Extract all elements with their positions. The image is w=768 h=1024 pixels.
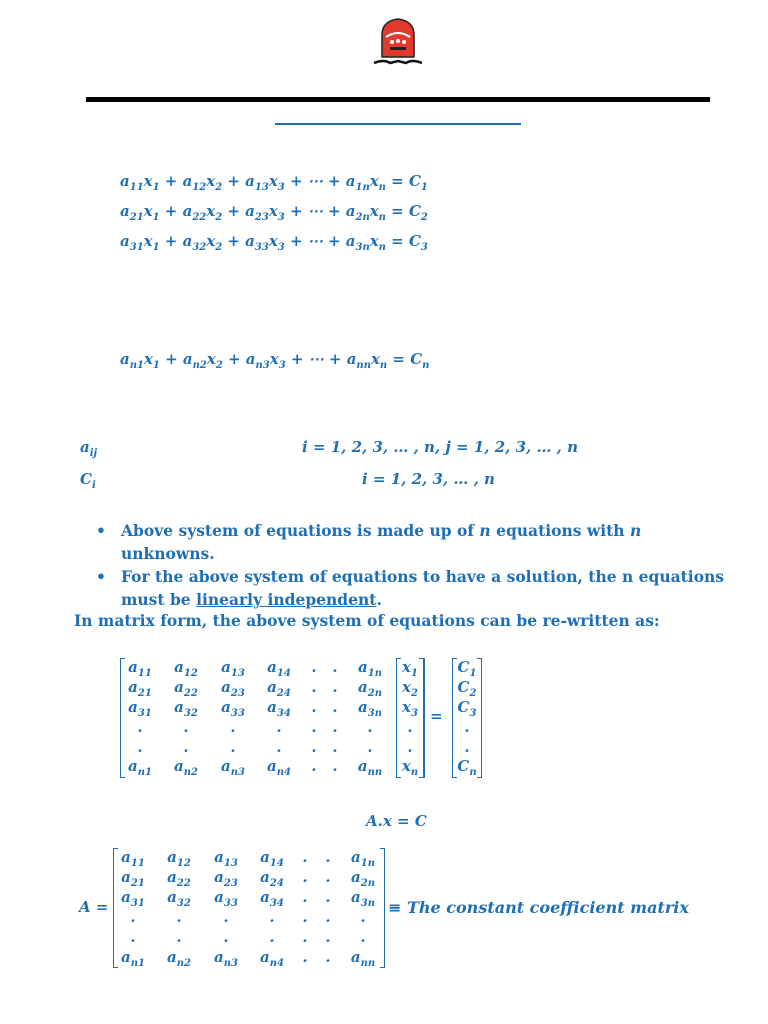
matrix-cell: $C_3$ <box>457 698 477 719</box>
matrix-cell: $a_{33}$ <box>221 698 245 719</box>
matrix-cell: . <box>325 868 331 886</box>
ci-symbol: $C_i$ <box>80 470 96 491</box>
matrix-cell: . <box>137 718 143 736</box>
matrix-cell: $a_{n4}$ <box>260 948 284 969</box>
coefficient-matrix-definition <box>113 848 385 969</box>
matrix-cell: . <box>302 908 308 926</box>
matrix-cell: . <box>464 718 470 736</box>
matrix-cell: . <box>332 738 338 756</box>
matrix-cell: . <box>407 718 413 736</box>
matrix-cell: . <box>367 738 373 756</box>
bullet-list <box>96 519 726 611</box>
left-bracket <box>120 658 125 778</box>
matrix-cell: $C_n$ <box>457 757 477 778</box>
ci-range: i = 1, 2, 3, … , n <box>362 470 495 488</box>
matrix-cell: . <box>130 908 136 926</box>
matrix-cell: $x_3$ <box>402 698 418 719</box>
right-bracket <box>477 658 482 778</box>
matrix-cell: $a_{n1}$ <box>128 757 152 778</box>
matrix-cell: . <box>311 718 317 736</box>
matrix-cell: $a_{32}$ <box>167 888 191 909</box>
matrix-cell: . <box>269 908 275 926</box>
equation-row: $a_{31}x_1 + a_{32}x_2 + a_{33}x_3$ + ⋯ + $a_{3n}x_n = C_3$ <box>120 232 428 253</box>
title-underline <box>275 123 521 125</box>
matrix-cell: $a_{1n}$ <box>351 848 375 869</box>
matrix-cell: . <box>325 908 331 926</box>
matrix-cell: $a_{31}$ <box>121 888 145 909</box>
matrix-cell: $a_{nn}$ <box>350 948 376 969</box>
matrix-cell: . <box>302 868 308 886</box>
matrix-cell: . <box>223 908 229 926</box>
matrix-cell: $a_{24}$ <box>260 868 284 889</box>
matrix-cell: $a_{2n}$ <box>351 868 375 889</box>
matrix-cell: $a_{34}$ <box>260 888 284 909</box>
matrix-cell: $a_{33}$ <box>214 888 238 909</box>
matrix-cell: $C_2$ <box>457 678 477 699</box>
bullet-item: • Above system of equations is made up of n equations with n unknowns. <box>96 519 726 565</box>
left-bracket <box>113 848 118 968</box>
matrix-cell: $a_{23}$ <box>221 678 245 699</box>
matrix-cell: $a_{12}$ <box>174 658 198 679</box>
matrix-cell: $x_n$ <box>401 757 419 778</box>
matrix-cell: . <box>130 928 136 946</box>
matrix-cell: $a_{11}$ <box>121 848 145 869</box>
aij-symbol: $a_{ij}$ <box>80 438 98 459</box>
matrix-cell: . <box>325 928 331 946</box>
matrix-cell: . <box>360 908 366 926</box>
matrix-cell: $a_{n4}$ <box>267 757 291 778</box>
matrix-cell: . <box>332 658 338 676</box>
matrix-cell: . <box>407 738 413 756</box>
unknowns-vector <box>396 658 424 776</box>
linearly-independent-link[interactable]: linearly independent <box>196 590 377 609</box>
matrix-cell: . <box>302 888 308 906</box>
matrix-cell: $a_{13}$ <box>221 658 245 679</box>
matrix-cell: . <box>276 718 282 736</box>
matrix-cell: . <box>223 928 229 946</box>
matrix-description: ≡ The constant coefficient matrix <box>388 898 689 917</box>
matrix-cell: . <box>332 718 338 736</box>
matrix-cell: $a_{n2}$ <box>167 948 191 969</box>
coefficient-matrix <box>120 658 425 776</box>
A-label: A = <box>79 898 109 916</box>
matrix-cell: $a_{13}$ <box>214 848 238 869</box>
matrix-cell: $a_{12}$ <box>167 848 191 869</box>
constants-vector <box>452 658 482 776</box>
matrix-cell: . <box>302 928 308 946</box>
matrix-cell: . <box>311 658 317 676</box>
matrix-cell: . <box>230 738 236 756</box>
matrix-cell: . <box>183 738 189 756</box>
header-divider <box>86 97 710 102</box>
matrix-cell: . <box>302 848 308 866</box>
matrix-cell: . <box>311 738 317 756</box>
matrix-cell: . <box>332 698 338 716</box>
right-bracket <box>419 658 424 778</box>
matrix-cell: . <box>183 718 189 736</box>
matrix-cell: $x_1$ <box>402 658 418 679</box>
matrix-cell: . <box>137 738 143 756</box>
matrix-cell: . <box>230 718 236 736</box>
matrix-cell: . <box>367 718 373 736</box>
matrix-cell: $a_{n1}$ <box>121 948 145 969</box>
matrix-cell: $a_{nn}$ <box>357 757 383 778</box>
matrix-cell: $a_{11}$ <box>128 658 152 679</box>
aij-range: i = 1, 2, 3, … , n, j = 1, 2, 3, … , n <box>302 438 579 456</box>
matrix-cell: . <box>311 757 317 775</box>
matrix-cell: . <box>464 738 470 756</box>
matrix-cell: $a_{31}$ <box>128 698 152 719</box>
matrix-cell: $x_2$ <box>402 678 418 699</box>
matrix-cell: . <box>311 678 317 696</box>
equation-row: $a_{n1}x_1 + a_{n2}x_2 + a_{n3}x_3$ + ⋯ + $a_{nn}x_n = C_n$ <box>120 350 430 371</box>
matrix-cell: . <box>176 928 182 946</box>
matrix-cell: . <box>176 908 182 926</box>
matrix-cell: $a_{n3}$ <box>221 757 245 778</box>
matrix-cell: $a_{2n}$ <box>358 678 382 699</box>
matrix-cell: $a_{1n}$ <box>358 658 382 679</box>
matrix-cell: $a_{22}$ <box>167 868 191 889</box>
matrix-cell: $a_{14}$ <box>267 658 291 679</box>
matrix-cell: . <box>325 948 331 966</box>
equals-sign: = <box>430 707 443 725</box>
matrix-cell: . <box>360 928 366 946</box>
matrix-cell: $a_{3n}$ <box>351 888 375 909</box>
matrix-cell: $a_{3n}$ <box>358 698 382 719</box>
bullet-item: • For the above system of equations to have a solution, the n equations must be linearly independent. <box>96 565 726 611</box>
matrix-cell: . <box>269 928 275 946</box>
matrix-cell: $a_{34}$ <box>267 698 291 719</box>
matrix-cell: . <box>332 757 338 775</box>
matrix-cell: $a_{23}$ <box>214 868 238 889</box>
matrix-cell: $a_{22}$ <box>174 678 198 699</box>
matrix-cell: $C_1$ <box>457 658 477 679</box>
matrix-cell: $a_{21}$ <box>128 678 152 699</box>
compact-form: A.x = C <box>366 812 427 830</box>
matrix-cell: $a_{n3}$ <box>214 948 238 969</box>
left-bracket <box>452 658 457 778</box>
right-bracket <box>380 848 385 968</box>
matrix-cell: . <box>325 888 331 906</box>
matrix-cell: . <box>276 738 282 756</box>
matrix-intro: In matrix form, the above system of equations can be re-written as: <box>74 611 660 630</box>
equation-row: $a_{11}x_1 + a_{12}x_2 + a_{13}x_3$ + ⋯ + $a_{1n}x_n = C_1$ <box>120 172 428 193</box>
matrix-cell: . <box>311 698 317 716</box>
university-seal-icon <box>372 17 424 69</box>
matrix-cell: . <box>302 948 308 966</box>
matrix-cell: $a_{21}$ <box>121 868 145 889</box>
matrix-cell: $a_{14}$ <box>260 848 284 869</box>
matrix-cell: . <box>325 848 331 866</box>
matrix-cell: $a_{24}$ <box>267 678 291 699</box>
left-bracket <box>396 658 401 778</box>
equation-row: $a_{21}x_1 + a_{22}x_2 + a_{23}x_3$ + ⋯ + $a_{2n}x_n = C_2$ <box>120 202 428 223</box>
matrix-cell: . <box>332 678 338 696</box>
matrix-cell: $a_{n2}$ <box>174 757 198 778</box>
matrix-cell: $a_{32}$ <box>174 698 198 719</box>
